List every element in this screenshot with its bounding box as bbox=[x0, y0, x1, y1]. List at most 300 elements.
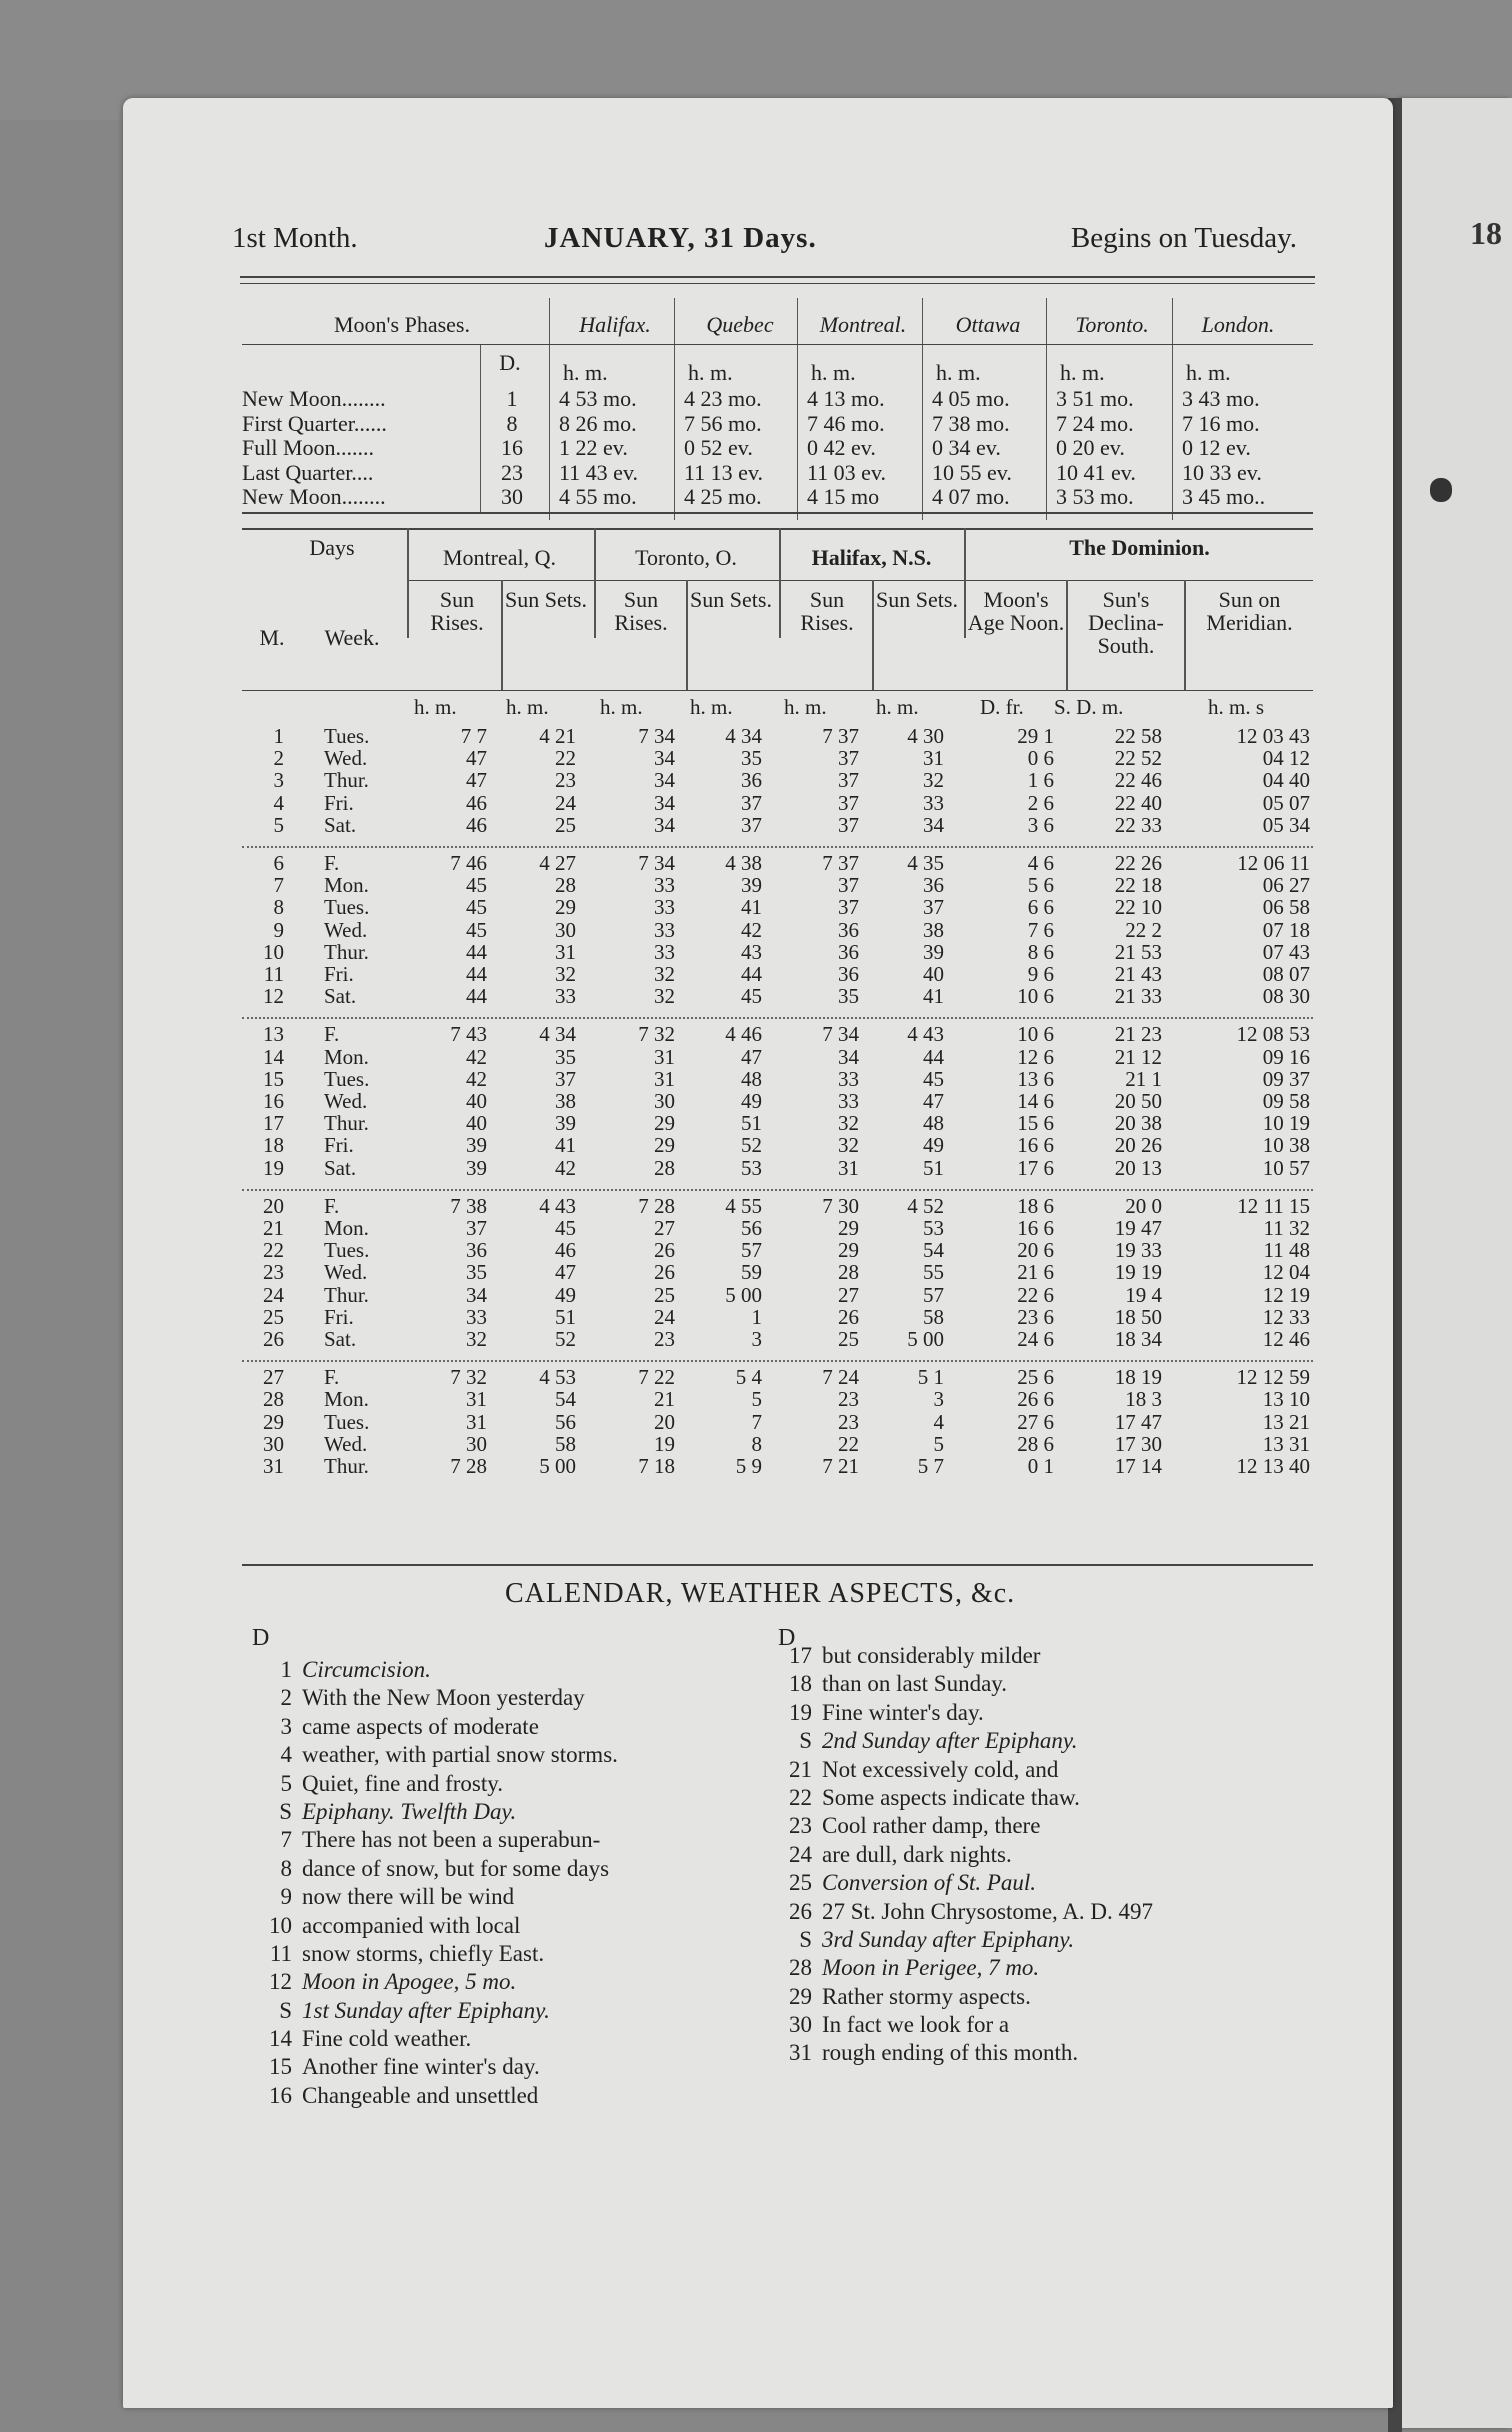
phase-time: 7 24 mo. bbox=[1056, 410, 1134, 436]
calendar-text: 2nd Sunday after Epiphany. bbox=[822, 1728, 1078, 1754]
calendar-text: came aspects of moderate bbox=[302, 1713, 539, 1739]
table-cell: 53 bbox=[741, 1155, 762, 1180]
table-cell: 33 bbox=[466, 1304, 487, 1329]
page-header bbox=[232, 222, 1297, 266]
table-cell: 4 35 bbox=[907, 851, 944, 875]
calendar-text: than on last Sunday. bbox=[822, 1671, 1008, 1697]
calendar-entry bbox=[770, 1642, 1153, 1670]
weekday: Thur. bbox=[324, 1282, 369, 1307]
table-cell: 45 bbox=[466, 873, 487, 898]
table-cell: 42 bbox=[466, 1066, 487, 1091]
calendar-day: 30 bbox=[789, 2012, 812, 2038]
table-cell: 13 10 bbox=[1262, 1387, 1310, 1412]
day-number: 27 bbox=[263, 1365, 284, 1390]
table-cell: 11 48 bbox=[1263, 1238, 1310, 1263]
table-cell: 7 34 bbox=[822, 1022, 859, 1047]
table-cell: 10 6 bbox=[1017, 1022, 1054, 1047]
phase-time: 0 42 ev. bbox=[807, 435, 876, 460]
phase-name: Full Moon....... bbox=[242, 435, 375, 460]
table-cell: 37 bbox=[923, 895, 944, 920]
weekday: Fri. bbox=[324, 1304, 354, 1329]
phase-time: 3 51 mo. bbox=[1056, 386, 1134, 411]
main-bottom-rule bbox=[242, 1564, 1313, 1566]
phase-city-head: Quebec bbox=[706, 312, 774, 337]
table-cell: 44 bbox=[466, 984, 487, 1009]
table-cell: 22 10 bbox=[1114, 895, 1162, 920]
table-cell: 4 55 bbox=[725, 1193, 762, 1218]
day-head: D. bbox=[499, 350, 521, 375]
table-cell: 37 bbox=[838, 746, 859, 771]
calendar-text: Circumcision. bbox=[302, 1657, 431, 1682]
table-cell: 47 bbox=[923, 1089, 944, 1113]
phase-name: New Moon........ bbox=[242, 484, 386, 509]
phase-time: 0 12 ev. bbox=[1182, 435, 1251, 460]
table-cell: 19 4 bbox=[1125, 1282, 1162, 1307]
week-separator bbox=[242, 1360, 1313, 1362]
table-cell: 37 bbox=[741, 812, 762, 837]
phase-city-divider bbox=[1172, 298, 1173, 520]
table-cell: 7 34 bbox=[638, 724, 675, 748]
table-cell: 45 bbox=[466, 895, 487, 920]
unit-label: h. m. s bbox=[1208, 695, 1265, 719]
subhead: Moon's Age Noon. bbox=[967, 587, 1065, 636]
calendar-text: In fact we look for a bbox=[822, 2012, 1010, 2038]
table-cell: 49 bbox=[555, 1282, 576, 1307]
calendar-day: 25 bbox=[789, 1870, 812, 1896]
days-head: Days bbox=[309, 535, 355, 560]
calendar-day: 18 bbox=[789, 1671, 812, 1697]
table-cell: 37 bbox=[741, 790, 762, 815]
unit-label: h. m. bbox=[414, 695, 457, 719]
week-head: Week. bbox=[324, 625, 380, 650]
table-cell: 28 bbox=[654, 1155, 675, 1180]
table-cell: 37 bbox=[466, 1216, 487, 1240]
table-cell: 0 1 bbox=[1027, 1454, 1054, 1478]
moon-phases-table bbox=[242, 298, 1313, 520]
table-cell: 6 6 bbox=[1027, 895, 1054, 920]
table-cell: 21 53 bbox=[1114, 939, 1162, 964]
phase-time: 4 53 mo. bbox=[559, 386, 637, 411]
table-cell: 21 12 bbox=[1114, 1044, 1162, 1069]
weekday: Thur. bbox=[324, 768, 369, 793]
table-cell: 36 bbox=[838, 917, 859, 942]
calendar-d-left: D bbox=[252, 1625, 270, 1651]
table-cell: 44 bbox=[466, 939, 487, 964]
day-number: 25 bbox=[263, 1304, 284, 1329]
table-cell: 7 24 bbox=[822, 1365, 859, 1390]
phase-time: 3 43 mo. bbox=[1182, 386, 1260, 411]
table-cell: 29 bbox=[838, 1216, 859, 1240]
table-cell: 51 bbox=[555, 1304, 576, 1329]
table-cell: 35 bbox=[466, 1260, 487, 1285]
calendar-entry bbox=[250, 1883, 618, 1911]
phase-day-divider bbox=[480, 344, 481, 512]
calendar-entry bbox=[250, 2025, 618, 2053]
table-cell: 3 6 bbox=[1027, 812, 1054, 837]
weekday: Fri. bbox=[324, 790, 354, 815]
table-cell: 34 bbox=[654, 746, 675, 771]
table-cell: 33 bbox=[838, 1089, 859, 1113]
subhead-rule bbox=[242, 690, 1313, 691]
unit-label: S. D. m. bbox=[1054, 695, 1124, 719]
calendar-d-right: D bbox=[778, 1625, 796, 1651]
table-cell: 27 6 bbox=[1017, 1409, 1054, 1434]
phase-unit: h. m. bbox=[563, 360, 608, 385]
table-cell: 12 6 bbox=[1017, 1044, 1054, 1069]
table-cell: 54 bbox=[555, 1387, 576, 1412]
table-cell: 37 bbox=[555, 1066, 576, 1091]
calendar-entry bbox=[770, 2011, 1153, 2039]
column-divider bbox=[964, 528, 966, 638]
table-cell: 04 40 bbox=[1262, 768, 1310, 793]
table-cell: 7 34 bbox=[638, 851, 675, 875]
table-cell: 31 bbox=[838, 1155, 859, 1180]
table-cell: 5 00 bbox=[539, 1454, 576, 1478]
table-cell: 4 34 bbox=[725, 724, 762, 748]
table-cell: 22 bbox=[555, 746, 576, 771]
weekday: Thur. bbox=[324, 939, 369, 964]
page-title: JANUARY, 31 Days. bbox=[544, 222, 817, 254]
calendar-entry bbox=[250, 1940, 618, 1968]
table-cell: 33 bbox=[654, 917, 675, 942]
table-cell: 34 bbox=[466, 1282, 487, 1307]
phase-name: New Moon........ bbox=[242, 386, 386, 411]
calendar-day: 4 bbox=[280, 1742, 292, 1768]
table-cell: 45 bbox=[923, 1066, 944, 1091]
table-cell: 42 bbox=[466, 1044, 487, 1069]
table-cell: 28 6 bbox=[1017, 1431, 1054, 1456]
table-cell: 48 bbox=[923, 1111, 944, 1136]
table-cell: 23 bbox=[838, 1409, 859, 1434]
table-cell: 16 6 bbox=[1017, 1216, 1054, 1240]
table-cell: 58 bbox=[555, 1431, 576, 1456]
phase-unit: h. m. bbox=[936, 360, 981, 385]
phase-time: 11 43 ev. bbox=[559, 459, 639, 485]
calendar-day: 29 bbox=[789, 1983, 812, 2009]
table-cell: 56 bbox=[555, 1409, 576, 1434]
group-toronto: Toronto, O. bbox=[635, 545, 737, 570]
table-cell: 34 bbox=[654, 812, 675, 837]
table-cell: 09 16 bbox=[1262, 1044, 1310, 1069]
calendar-text: accompanied with local bbox=[302, 1912, 521, 1938]
calendar-text: Some aspects indicate thaw. bbox=[822, 1784, 1080, 1810]
phase-time: 7 46 mo. bbox=[807, 410, 885, 436]
table-cell: 5 00 bbox=[907, 1327, 944, 1351]
group-montreal: Montreal, Q. bbox=[442, 545, 557, 570]
column-divider bbox=[779, 528, 781, 638]
day-number: 19 bbox=[263, 1155, 284, 1180]
calendar-day: 31 bbox=[789, 2040, 812, 2066]
table-cell: 37 bbox=[838, 790, 859, 815]
table-cell: 7 30 bbox=[822, 1193, 859, 1218]
table-cell: 25 bbox=[654, 1282, 675, 1307]
table-cell: 57 bbox=[923, 1282, 944, 1307]
table-cell: 19 bbox=[654, 1431, 675, 1456]
table-cell: 39 bbox=[923, 939, 944, 964]
phases-head: Moon's Phases. bbox=[334, 312, 470, 337]
calendar-day: 11 bbox=[269, 1940, 292, 1966]
day-number: 1 bbox=[273, 724, 284, 748]
table-cell: 7 32 bbox=[450, 1365, 487, 1390]
calendar-day: S bbox=[799, 1728, 812, 1754]
unit-label: h. m. bbox=[784, 695, 827, 719]
phase-unit: h. m. bbox=[811, 360, 856, 385]
calendar-title: CALENDAR, WEATHER ASPECTS, &c. bbox=[505, 1578, 1016, 1609]
table-cell: 34 bbox=[654, 768, 675, 793]
day-number: 13 bbox=[263, 1022, 284, 1047]
next-page-number: 18 bbox=[1470, 215, 1502, 251]
calendar-entry bbox=[250, 1713, 618, 1741]
weekday: F. bbox=[324, 1193, 340, 1218]
table-cell: 58 bbox=[923, 1304, 944, 1329]
table-cell: 12 33 bbox=[1262, 1304, 1310, 1329]
weekday: F. bbox=[324, 1022, 340, 1047]
column-divider bbox=[1066, 580, 1068, 690]
week-separator bbox=[242, 1189, 1313, 1191]
table-cell: 5 00 bbox=[725, 1282, 762, 1307]
table-cell: 33 bbox=[654, 939, 675, 964]
table-cell: 54 bbox=[923, 1238, 944, 1263]
phase-time: 10 55 ev. bbox=[932, 459, 1012, 485]
table-cell: 36 bbox=[741, 768, 762, 793]
phase-time: 7 38 mo. bbox=[932, 410, 1010, 436]
group-rule bbox=[407, 580, 1313, 581]
table-cell: 5 bbox=[751, 1387, 762, 1412]
table-cell: 25 6 bbox=[1017, 1365, 1054, 1390]
table-cell: 27 bbox=[654, 1216, 675, 1240]
table-cell: 31 bbox=[466, 1387, 487, 1412]
week-separator bbox=[242, 846, 1313, 848]
weekday: Tues. bbox=[324, 1409, 370, 1434]
phase-city-head: London. bbox=[1201, 312, 1275, 337]
day-number: 5 bbox=[273, 812, 284, 837]
table-cell: 31 bbox=[654, 1066, 675, 1091]
table-cell: 29 bbox=[838, 1238, 859, 1263]
header-rule bbox=[240, 276, 1315, 278]
table-cell: 22 6 bbox=[1017, 1282, 1054, 1307]
calendar-text: With the New Moon yesterday bbox=[302, 1685, 585, 1711]
phase-name: Last Quarter.... bbox=[242, 459, 374, 485]
table-cell: 15 6 bbox=[1017, 1111, 1054, 1136]
unit-label: h. m. bbox=[600, 695, 643, 719]
weekday: Tues. bbox=[324, 1238, 370, 1263]
table-cell: 38 bbox=[555, 1089, 576, 1113]
table-cell: 4 43 bbox=[907, 1022, 944, 1047]
calendar-text: Another fine winter's day. bbox=[302, 2054, 540, 2080]
table-cell: 1 bbox=[751, 1304, 762, 1329]
table-cell: 43 bbox=[741, 939, 762, 964]
weekday: Sat. bbox=[324, 1155, 357, 1180]
table-cell: 22 18 bbox=[1114, 873, 1162, 898]
table-cell: 32 bbox=[466, 1327, 487, 1351]
phase-day: 1 bbox=[506, 386, 518, 411]
phase-unit: h. m. bbox=[1186, 360, 1231, 385]
phase-name: First Quarter...... bbox=[242, 410, 387, 436]
calendar-text: 27 St. John Chrysostome, A. D. 497 bbox=[822, 1898, 1153, 1924]
column-divider bbox=[1184, 580, 1186, 690]
table-cell: 22 2 bbox=[1125, 917, 1162, 942]
weekday: F. bbox=[324, 1365, 340, 1390]
table-cell: 37 bbox=[838, 895, 859, 920]
day-number: 8 bbox=[273, 895, 284, 920]
phase-time: 3 53 mo. bbox=[1056, 484, 1134, 509]
weekday: Fri. bbox=[324, 1133, 354, 1158]
table-cell: 29 bbox=[555, 895, 576, 920]
table-cell: 23 6 bbox=[1017, 1304, 1054, 1329]
table-cell: 2 6 bbox=[1027, 790, 1054, 815]
table-cell: 7 6 bbox=[1027, 917, 1054, 942]
calendar-text: Fine winter's day. bbox=[822, 1699, 984, 1725]
table-cell: 28 bbox=[838, 1260, 859, 1285]
table-cell: 30 bbox=[466, 1431, 487, 1456]
table-cell: 5 4 bbox=[735, 1365, 762, 1390]
phase-city-head: Toronto. bbox=[1075, 312, 1149, 337]
calendar-entry bbox=[770, 2039, 1153, 2067]
table-cell: 34 bbox=[654, 790, 675, 815]
subhead: Sun Sets. bbox=[505, 587, 587, 612]
subhead: Sun Rises. bbox=[430, 587, 484, 636]
calendar-entry bbox=[250, 1770, 618, 1798]
header-rule-thin bbox=[240, 283, 1315, 284]
unit-label: h. m. bbox=[506, 695, 549, 719]
table-cell: 4 38 bbox=[725, 851, 762, 875]
table-cell: 19 33 bbox=[1114, 1238, 1162, 1263]
table-cell: 18 34 bbox=[1114, 1327, 1162, 1351]
table-cell: 32 bbox=[654, 962, 675, 986]
phase-time: 0 52 ev. bbox=[684, 435, 753, 460]
table-cell: 20 13 bbox=[1114, 1155, 1162, 1180]
table-cell: 39 bbox=[741, 873, 762, 898]
calendar-day: S bbox=[279, 1997, 292, 2023]
calendar-day: 15 bbox=[269, 2054, 292, 2080]
table-cell: 7 28 bbox=[450, 1454, 487, 1478]
phase-time: 11 03 ev. bbox=[807, 459, 887, 485]
day-number: 28 bbox=[263, 1387, 284, 1412]
table-cell: 49 bbox=[923, 1133, 944, 1158]
calendar-text: now there will be wind bbox=[302, 1884, 515, 1910]
calendar-entry bbox=[770, 1756, 1153, 1784]
day-number: 26 bbox=[263, 1327, 284, 1351]
table-cell: 7 38 bbox=[450, 1193, 487, 1218]
table-cell: 19 47 bbox=[1114, 1216, 1162, 1240]
table-cell: 12 19 bbox=[1262, 1282, 1310, 1307]
table-cell: 32 bbox=[654, 984, 675, 1009]
subhead: Sun Sets. bbox=[690, 587, 772, 612]
table-cell: 12 03 43 bbox=[1236, 724, 1310, 748]
table-cell: 5 9 bbox=[735, 1454, 762, 1478]
table-cell: 30 bbox=[654, 1089, 675, 1113]
table-cell: 22 46 bbox=[1114, 768, 1162, 793]
calendar-text: weather, with partial snow storms. bbox=[302, 1742, 618, 1768]
table-cell: 4 bbox=[933, 1409, 944, 1434]
table-cell: 29 bbox=[654, 1111, 675, 1136]
day-number: 23 bbox=[263, 1260, 284, 1285]
calendar-day: 19 bbox=[789, 1699, 812, 1725]
table-cell: 7 37 bbox=[822, 851, 859, 875]
phase-day: 30 bbox=[501, 484, 523, 509]
day-number: 16 bbox=[263, 1089, 284, 1113]
phase-time: 10 33 ev. bbox=[1182, 459, 1262, 485]
calendar-day: S bbox=[279, 1798, 292, 1824]
table-cell: 12 12 59 bbox=[1236, 1365, 1310, 1390]
table-cell: 30 bbox=[555, 917, 576, 942]
table-cell: 7 46 bbox=[450, 851, 487, 875]
table-cell: 32 bbox=[923, 768, 944, 793]
calendar-text: 1st Sunday after Epiphany. bbox=[302, 1997, 550, 2023]
table-cell: 45 bbox=[741, 984, 762, 1009]
table-cell: 48 bbox=[741, 1066, 762, 1091]
table-cell: 5 6 bbox=[1027, 873, 1054, 898]
table-cell: 11 32 bbox=[1263, 1216, 1310, 1240]
table-cell: 4 34 bbox=[539, 1022, 576, 1047]
table-cell: 12 13 40 bbox=[1236, 1454, 1310, 1478]
table-cell: 51 bbox=[741, 1111, 762, 1136]
phase-time: 7 56 mo. bbox=[684, 410, 762, 436]
weekday: Sat. bbox=[324, 812, 357, 837]
phase-time: 4 15 mo bbox=[807, 484, 880, 509]
day-number: 30 bbox=[263, 1431, 284, 1456]
phase-time: 3 45 mo.. bbox=[1182, 484, 1266, 509]
ink-blot bbox=[1430, 478, 1452, 502]
calendar-text: Quiet, fine and frosty. bbox=[302, 1770, 503, 1796]
table-cell: 20 bbox=[654, 1409, 675, 1434]
phase-time: 4 25 mo. bbox=[684, 484, 762, 509]
column-divider bbox=[686, 580, 688, 690]
calendar-day: 24 bbox=[789, 1841, 812, 1867]
calendar-entry bbox=[250, 1741, 618, 1769]
weekday: Tues. bbox=[324, 724, 370, 748]
table-cell: 05 34 bbox=[1262, 812, 1310, 837]
table-cell: 42 bbox=[741, 917, 762, 942]
day-number: 29 bbox=[263, 1409, 284, 1434]
day-number: 15 bbox=[263, 1066, 284, 1091]
table-cell: 08 07 bbox=[1262, 962, 1310, 986]
calendar-entry bbox=[770, 1898, 1153, 1926]
table-cell: 32 bbox=[555, 962, 576, 986]
unit-label: h. m. bbox=[690, 695, 733, 719]
phases-bottom-rule bbox=[242, 512, 1313, 514]
day-number: 10 bbox=[263, 939, 284, 964]
phase-time: 0 34 ev. bbox=[932, 435, 1001, 460]
subhead: Sun Sets. bbox=[876, 587, 958, 612]
table-cell: 7 bbox=[751, 1409, 762, 1434]
table-cell: 31 bbox=[555, 939, 576, 964]
phase-time: 4 55 mo. bbox=[559, 484, 637, 509]
table-cell: 12 04 bbox=[1262, 1260, 1310, 1285]
table-cell: 46 bbox=[466, 790, 487, 815]
table-cell: 26 bbox=[654, 1260, 675, 1285]
table-cell: 20 50 bbox=[1114, 1089, 1162, 1113]
phase-time: 10 41 ev. bbox=[1056, 459, 1136, 485]
table-cell: 27 bbox=[838, 1282, 859, 1307]
weekday: Mon. bbox=[324, 1044, 369, 1069]
table-cell: 4 21 bbox=[539, 724, 576, 748]
table-cell: 4 27 bbox=[539, 851, 576, 875]
subhead: Sun on Meridian. bbox=[1206, 587, 1293, 636]
calendar-day: 26 bbox=[789, 1898, 812, 1924]
table-cell: 33 bbox=[654, 895, 675, 920]
table-cell: 24 bbox=[555, 790, 576, 815]
table-cell: 10 38 bbox=[1262, 1133, 1310, 1158]
table-cell: 31 bbox=[466, 1409, 487, 1434]
table-cell: 7 43 bbox=[450, 1022, 487, 1047]
phase-day: 16 bbox=[501, 435, 523, 460]
calendar-entry bbox=[770, 1869, 1153, 1897]
table-cell: 49 bbox=[741, 1089, 762, 1113]
table-cell: 23 bbox=[838, 1387, 859, 1412]
table-cell: 5 7 bbox=[917, 1454, 944, 1478]
calendar-entry bbox=[770, 1926, 1153, 1954]
